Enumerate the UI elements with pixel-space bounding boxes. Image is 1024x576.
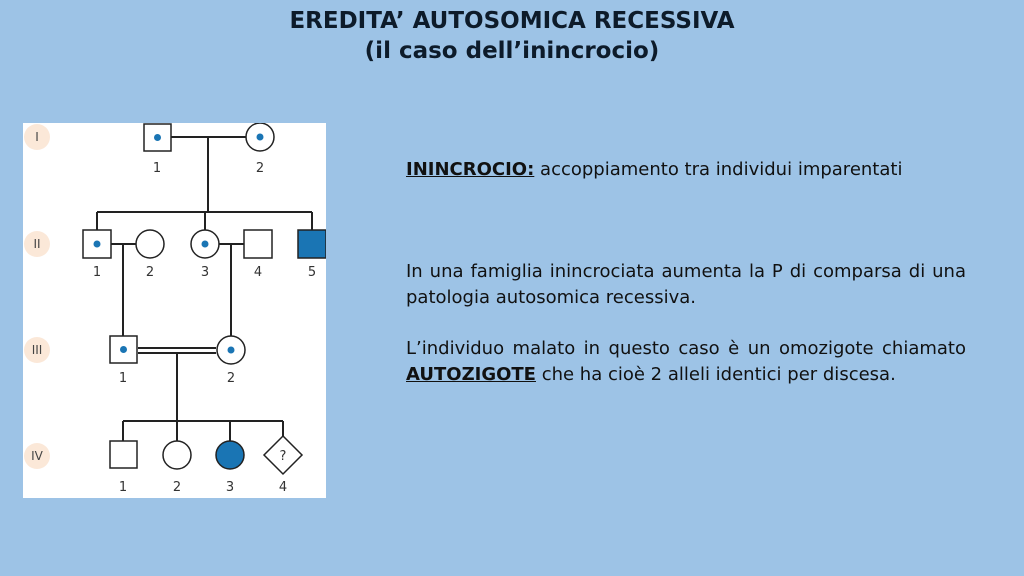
probability-paragraph: In una famiglia inincrociata aumenta la P di comparsa di una patologia autosomica recessiva. bbox=[406, 261, 966, 308]
ii-3-carrier-dot bbox=[202, 241, 209, 248]
autozygote-paragraph bbox=[406, 336, 966, 388]
gen-label-iv: IV bbox=[31, 449, 43, 463]
ii-1-carrier-dot bbox=[94, 241, 101, 248]
ii-5-number: 5 bbox=[307, 265, 317, 280]
gen-ii-individuals bbox=[83, 230, 326, 280]
iii-2-carrier-dot bbox=[228, 347, 235, 354]
pedigree-lines bbox=[97, 137, 312, 441]
iv-2-number: 2 bbox=[172, 480, 182, 495]
i-2-number: 2 bbox=[255, 161, 265, 176]
ii-4-male bbox=[244, 230, 272, 258]
pedigree-diagram bbox=[23, 123, 326, 498]
iv-3-female-affected bbox=[216, 441, 244, 469]
iv-3-number: 3 bbox=[225, 480, 235, 495]
ii-3-number: 3 bbox=[200, 265, 210, 280]
iii-1-number: 1 bbox=[118, 371, 128, 386]
iv-1-male bbox=[110, 441, 137, 468]
title-line-2: (il caso dell’inincrocio) bbox=[364, 38, 660, 64]
pedigree-svg bbox=[23, 123, 326, 498]
title-line-1: EREDITA’ AUTOSOMICA RECESSIVA bbox=[289, 8, 735, 34]
autozygote-text-before: L’individuo malato in questo caso è un omozigote chiamato bbox=[406, 338, 966, 359]
gen-label-ii: II bbox=[33, 237, 41, 251]
i-1-number: 1 bbox=[152, 161, 162, 176]
gen-iv-individuals bbox=[110, 436, 302, 495]
gen-label-i: I bbox=[35, 130, 39, 144]
iii-2-number: 2 bbox=[226, 371, 236, 386]
iv-4-question-mark: ? bbox=[279, 449, 287, 464]
iv-4-number: 4 bbox=[278, 480, 288, 495]
definition-paragraph bbox=[406, 157, 966, 183]
iv-2-female bbox=[163, 441, 191, 469]
ii-2-female bbox=[136, 230, 164, 258]
i-1-carrier-dot bbox=[154, 134, 161, 141]
ii-2-number: 2 bbox=[145, 265, 155, 280]
iii-1-carrier-dot bbox=[120, 346, 127, 353]
gen-label-iii: III bbox=[31, 343, 43, 357]
generation-badges bbox=[24, 124, 50, 469]
ii-4-number: 4 bbox=[253, 265, 263, 280]
iv-1-number: 1 bbox=[118, 480, 128, 495]
inincrocio-term: ININCROCIO: bbox=[406, 159, 535, 180]
autozygote-text-after: che ha cioè 2 alleli identici per discesa. bbox=[535, 364, 896, 385]
i-2-carrier-dot bbox=[257, 134, 264, 141]
ii-1-number: 1 bbox=[92, 265, 102, 280]
ii-5-male-affected bbox=[298, 230, 326, 258]
slide-title bbox=[0, 6, 1024, 66]
inincrocio-definition: accoppiamento tra individui imparentati bbox=[534, 159, 903, 180]
autozigote-term: AUTOZIGOTE bbox=[406, 364, 536, 385]
